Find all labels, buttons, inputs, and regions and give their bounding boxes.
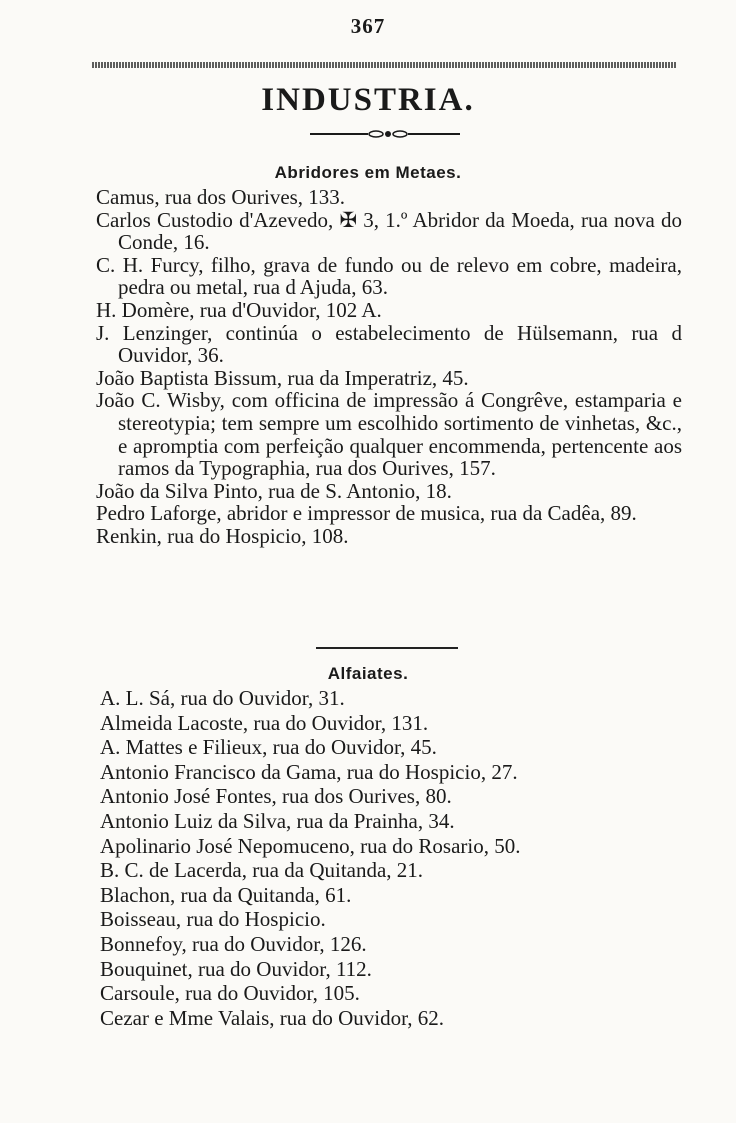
- list-item: C. H. Furcy, filho, grava de fundo ou de relevo em cobre, madeira, pedra ou metal, rua d Ajuda, 63.: [96, 252, 682, 300]
- list-item: João Baptista Bissum, rua da Imperatriz, 45.: [96, 365, 469, 390]
- list-item: Blachon, rua da Quitanda, 61.: [100, 882, 352, 907]
- list-item: Carlos Custodio d'Azevedo, ✠ 3, 1.º Abridor da Moeda, rua nova do Conde, 16.: [96, 207, 682, 255]
- section-divider: [316, 647, 458, 649]
- ornament-rule: [310, 128, 460, 140]
- entries-abridores: [96, 186, 682, 548]
- list-item: Boisseau, rua do Hospicio.: [100, 907, 326, 932]
- list-item: Cezar e Mme Valais, rua do Ouvidor, 62.: [100, 1005, 445, 1030]
- list-item: Bonnefoy, rua do Ouvidor, 126.: [100, 931, 367, 956]
- list-item: Antonio Francisco da Gama, rua do Hospicio, 27.: [100, 759, 518, 784]
- entries-alfaiates: [100, 686, 686, 1030]
- list-item: Antonio José Fontes, rua dos Ourives, 80.: [100, 784, 452, 809]
- list-item: A. L. Sá, rua do Ouvidor, 31.: [100, 686, 345, 710]
- page-number: 367: [350, 14, 386, 38]
- list-item: Carsoule, rua do Ouvidor, 105.: [100, 981, 360, 1006]
- list-item: João da Silva Pinto, rua de S. Antonio, 18.: [96, 478, 452, 503]
- list-item: Pedro Laforge, abridor e impressor de musica, rua da Cadêa, 89.: [96, 501, 637, 526]
- list-item: Renkin, rua do Hospicio, 108.: [96, 523, 349, 548]
- list-item: Antonio Luiz da Silva, rua da Prainha, 34.: [100, 808, 455, 833]
- top-rule: [92, 62, 676, 68]
- list-item: João C. Wisby, com officina de impressão á Congrêve, estamparia e stereotypia; tem sempre um escolhido sortimento de vinhetas, &c., e apromptia com perfeição qualquer encommenda, pertencente aos ramos da Typographia, rua dos Ourives, 157.: [96, 388, 682, 481]
- list-item: H. Domère, rua d'Ouvidor, 102 A.: [96, 297, 382, 322]
- list-item: Apolinario José Nepomuceno, rua do Rosario, 50.: [100, 833, 521, 858]
- list-item: B. C. de Lacerda, rua da Quitanda, 21.: [100, 858, 424, 883]
- section-heading-abridores: Abridores em Metaes.: [274, 163, 462, 182]
- list-item: A. Mattes e Filieux, rua do Ouvidor, 45.: [100, 735, 437, 760]
- list-item: J. Lenzinger, continúa o estabelecimento de Hülsemann, rua d Ouvidor, 36.: [96, 320, 682, 368]
- page-title: INDUSTRIA.: [261, 82, 475, 118]
- list-item: Bouquinet, rua do Ouvidor, 112.: [100, 956, 372, 981]
- list-item: Almeida Lacoste, rua do Ouvidor, 131.: [100, 710, 429, 735]
- list-item: Camus, rua dos Ourives, 133.: [96, 185, 346, 209]
- section-heading-alfaiates: Alfaiates.: [327, 664, 409, 683]
